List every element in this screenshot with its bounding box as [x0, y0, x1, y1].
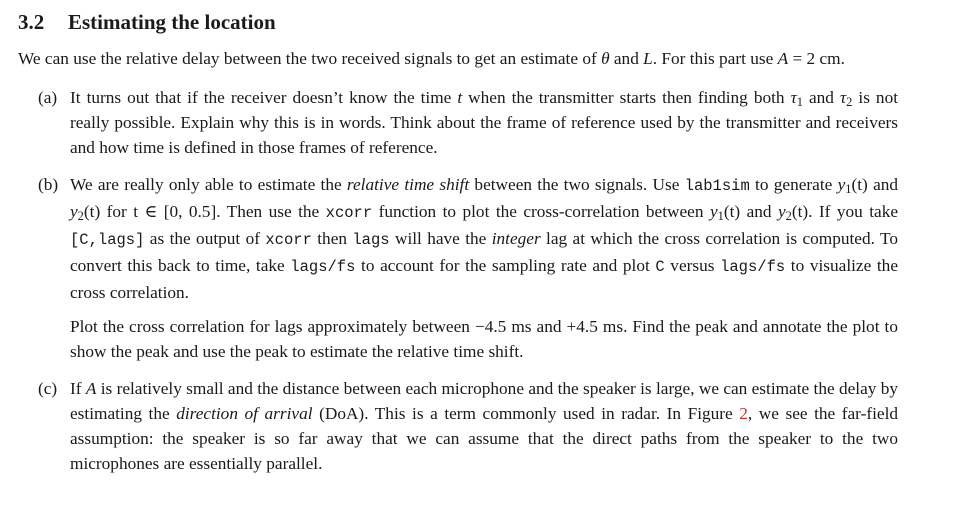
- math-subscript: 2: [785, 209, 792, 224]
- item-text: It turns out that if the receiver doesn’t know the time: [70, 88, 458, 107]
- section-number: 3.2: [18, 10, 45, 34]
- code-xcorr: xcorr: [265, 231, 312, 249]
- item-label: (b): [38, 175, 59, 194]
- math-y: y: [70, 202, 78, 221]
- emphasis: integer: [491, 229, 541, 248]
- math-t: t: [457, 88, 463, 107]
- math-A: A: [777, 49, 789, 68]
- math-A-value: = 2 cm: [788, 49, 841, 68]
- item-text: to visualize the cross correlation.: [70, 256, 898, 302]
- math-arg: (t): [791, 202, 809, 221]
- math-arg: (t): [723, 202, 741, 221]
- item-text: versus: [664, 256, 721, 275]
- math-subscript: 1: [717, 209, 724, 224]
- section-title: Estimating the location: [68, 10, 276, 34]
- math-A: A: [85, 379, 97, 398]
- item-text: then: [311, 229, 353, 248]
- item-text: function to plot the cross-correlation between: [372, 202, 710, 221]
- item-label: (c): [38, 379, 58, 398]
- item-text: lag at which the cross correlation is computed. To convert this back to time, take: [70, 229, 898, 275]
- math-subscript: 2: [77, 209, 84, 224]
- item-text: Plot the cross correlation for lags approximately between: [70, 317, 475, 336]
- item-text: . Find the peak and annotate the plot to show the peak and use the peak to estimate the relative time shift.: [70, 317, 898, 361]
- emphasis: relative time shift: [346, 175, 470, 194]
- math-subscript: 2: [846, 95, 853, 110]
- math-arg: (t): [851, 175, 868, 194]
- item-text: (DoA). This is a term commonly used in radar. In Figure: [312, 404, 740, 423]
- item-text: and: [802, 88, 840, 107]
- math-interval: t ∈ [0, 0.5]: [133, 202, 217, 221]
- intro-text: . For this part use: [652, 49, 778, 68]
- math-y: y: [709, 202, 718, 221]
- intro-paragraph: [18, 46, 898, 71]
- item-text: We are really only able to estimate the: [70, 175, 347, 194]
- item-text: is relatively small and the distance between each microphone and the speaker is large, we can estimate the delay by estimating the: [70, 379, 898, 423]
- code-c: C: [655, 258, 665, 276]
- math-subscript: 1: [796, 95, 803, 110]
- math-y: y: [837, 175, 846, 194]
- item-text: , we see the far-field assumption: the speaker is so far away that we can assume that the direct paths from the speaker to the two microphones are essentially parallel.: [70, 404, 899, 473]
- item-text: when the transmitter starts then finding both: [462, 88, 791, 107]
- item-a-paragraph: [70, 85, 898, 160]
- item-text: as the output of: [144, 229, 266, 248]
- code-xcorr: xcorr: [325, 204, 373, 222]
- code-lags-fs: lags/fs: [720, 258, 786, 276]
- list-item-a: [18, 85, 898, 160]
- section-heading: [18, 8, 898, 36]
- math-y: y: [777, 202, 786, 221]
- emphasis: direction of arrival: [176, 404, 313, 423]
- code-lags-fs: lags/fs: [290, 258, 356, 276]
- item-text: to account for the sampling rate and plot: [355, 256, 656, 275]
- item-b-paragraph-1: [70, 172, 898, 305]
- item-text: is not really possible. Explain why this is in words. Think about the frame of reference used by the transmitter and receivers and how time is defined in those frames of reference.: [70, 88, 899, 157]
- intro-text: .: [840, 49, 845, 68]
- item-label: (a): [38, 88, 58, 107]
- item-text: and: [531, 317, 567, 336]
- math-subscript: 1: [845, 182, 852, 197]
- math-theta: θ: [601, 49, 610, 68]
- code-c-lags: [C,lags]: [70, 231, 145, 249]
- code-lags: lags: [352, 231, 390, 249]
- item-b-paragraph-2: [70, 314, 898, 364]
- item-text: and: [740, 202, 778, 221]
- figure-reference-link[interactable]: 2: [739, 404, 748, 423]
- math-value: −4.5 ms: [474, 317, 532, 336]
- list-item-b: [18, 172, 898, 364]
- math-tau: τ: [839, 88, 847, 107]
- item-text: . If you take: [808, 202, 899, 221]
- item-text: . Then use the: [216, 202, 326, 221]
- item-text: and: [867, 175, 899, 194]
- intro-text: We can use the relative delay between the two received signals to get an estimate of: [18, 49, 602, 68]
- math-L: L: [643, 49, 653, 68]
- item-text: to generate: [749, 175, 838, 194]
- list-item-c: [18, 376, 898, 476]
- math-value: +4.5 ms: [566, 317, 624, 336]
- item-text: will have the: [389, 229, 492, 248]
- code-lab1sim: lab1sim: [684, 177, 750, 195]
- intro-text: and: [609, 49, 644, 68]
- math-arg: (t): [83, 202, 101, 221]
- item-c-paragraph: [70, 376, 898, 476]
- item-text: between the two signals. Use: [469, 175, 685, 194]
- document-page: [18, 8, 898, 488]
- math-tau: τ: [790, 88, 797, 107]
- item-text: for: [100, 202, 134, 221]
- item-text: If: [70, 379, 86, 398]
